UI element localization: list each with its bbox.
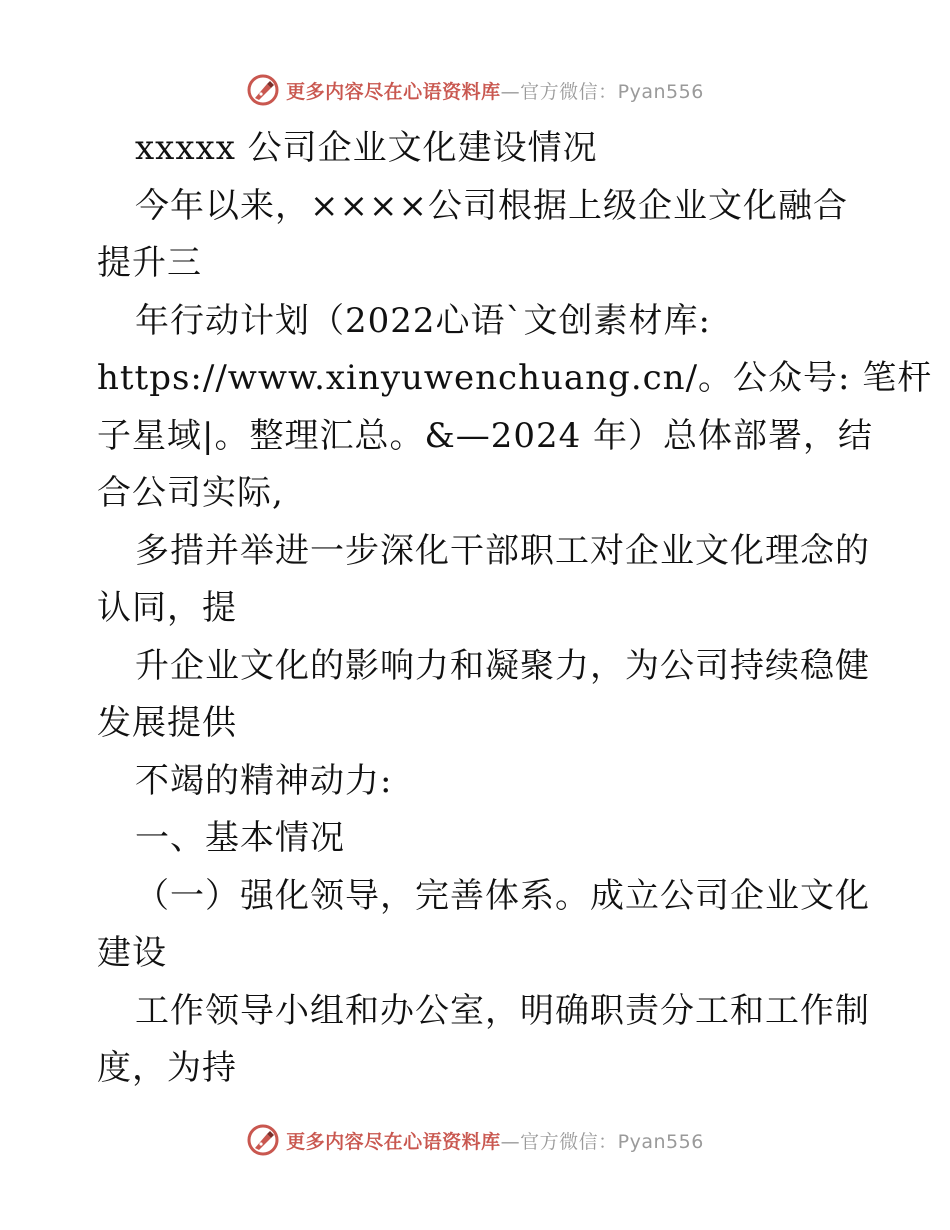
banner-title: 更多内容尽在心语资料库 [286, 1130, 501, 1153]
paragraph-line: 提升三 [97, 243, 202, 283]
paragraph-line: 升企业文化的影响力和凝聚力，为公司持续稳健 [135, 645, 870, 686]
paragraph-line: 发展提供 [97, 703, 237, 743]
paragraph-line: 子星域|。整理汇总。&—2024 年）总体部署，结 [97, 415, 874, 456]
pen-nib-logo-icon [246, 73, 280, 107]
pen-nib-logo-icon [246, 1123, 280, 1157]
paragraph-line: 多措并举进一步深化干部职工对企业文化理念的 [135, 530, 870, 571]
paragraph-line: 认同，提 [97, 588, 237, 628]
section-heading: 一、基本情况 [135, 818, 345, 858]
header-watermark-banner [0, 70, 950, 110]
paragraph-line: 合公司实际, [97, 473, 284, 513]
document-title: xxxxx 公司企业文化建设情况 [135, 128, 598, 168]
paragraph-line: （一）强化领导，完善体系。成立公司企业文化 [135, 875, 870, 916]
paragraph-line: 今年以来，××××公司根据上级企业文化融合 [135, 185, 848, 226]
footer-watermark-banner [0, 1120, 950, 1160]
paragraph-line: 工作领导小组和办公室，明确职责分工和工作制 [135, 990, 870, 1031]
paragraph-line: 年行动计划（2022心语`文创素材库: [135, 300, 711, 341]
document-body [97, 120, 933, 1098]
banner-contact: —官方微信：Pyan556 [500, 80, 704, 103]
paragraph-line: 不竭的精神动力: [135, 760, 393, 801]
paragraph-line: 建设 [97, 933, 167, 973]
banner-title: 更多内容尽在心语资料库 [286, 80, 501, 103]
paragraph-line: https://www.xinyuwenchuang.cn/。公众号: 笔杆 [97, 358, 933, 398]
paragraph-line: 度，为持 [97, 1048, 237, 1088]
banner-contact: —官方微信：Pyan556 [500, 1130, 704, 1153]
